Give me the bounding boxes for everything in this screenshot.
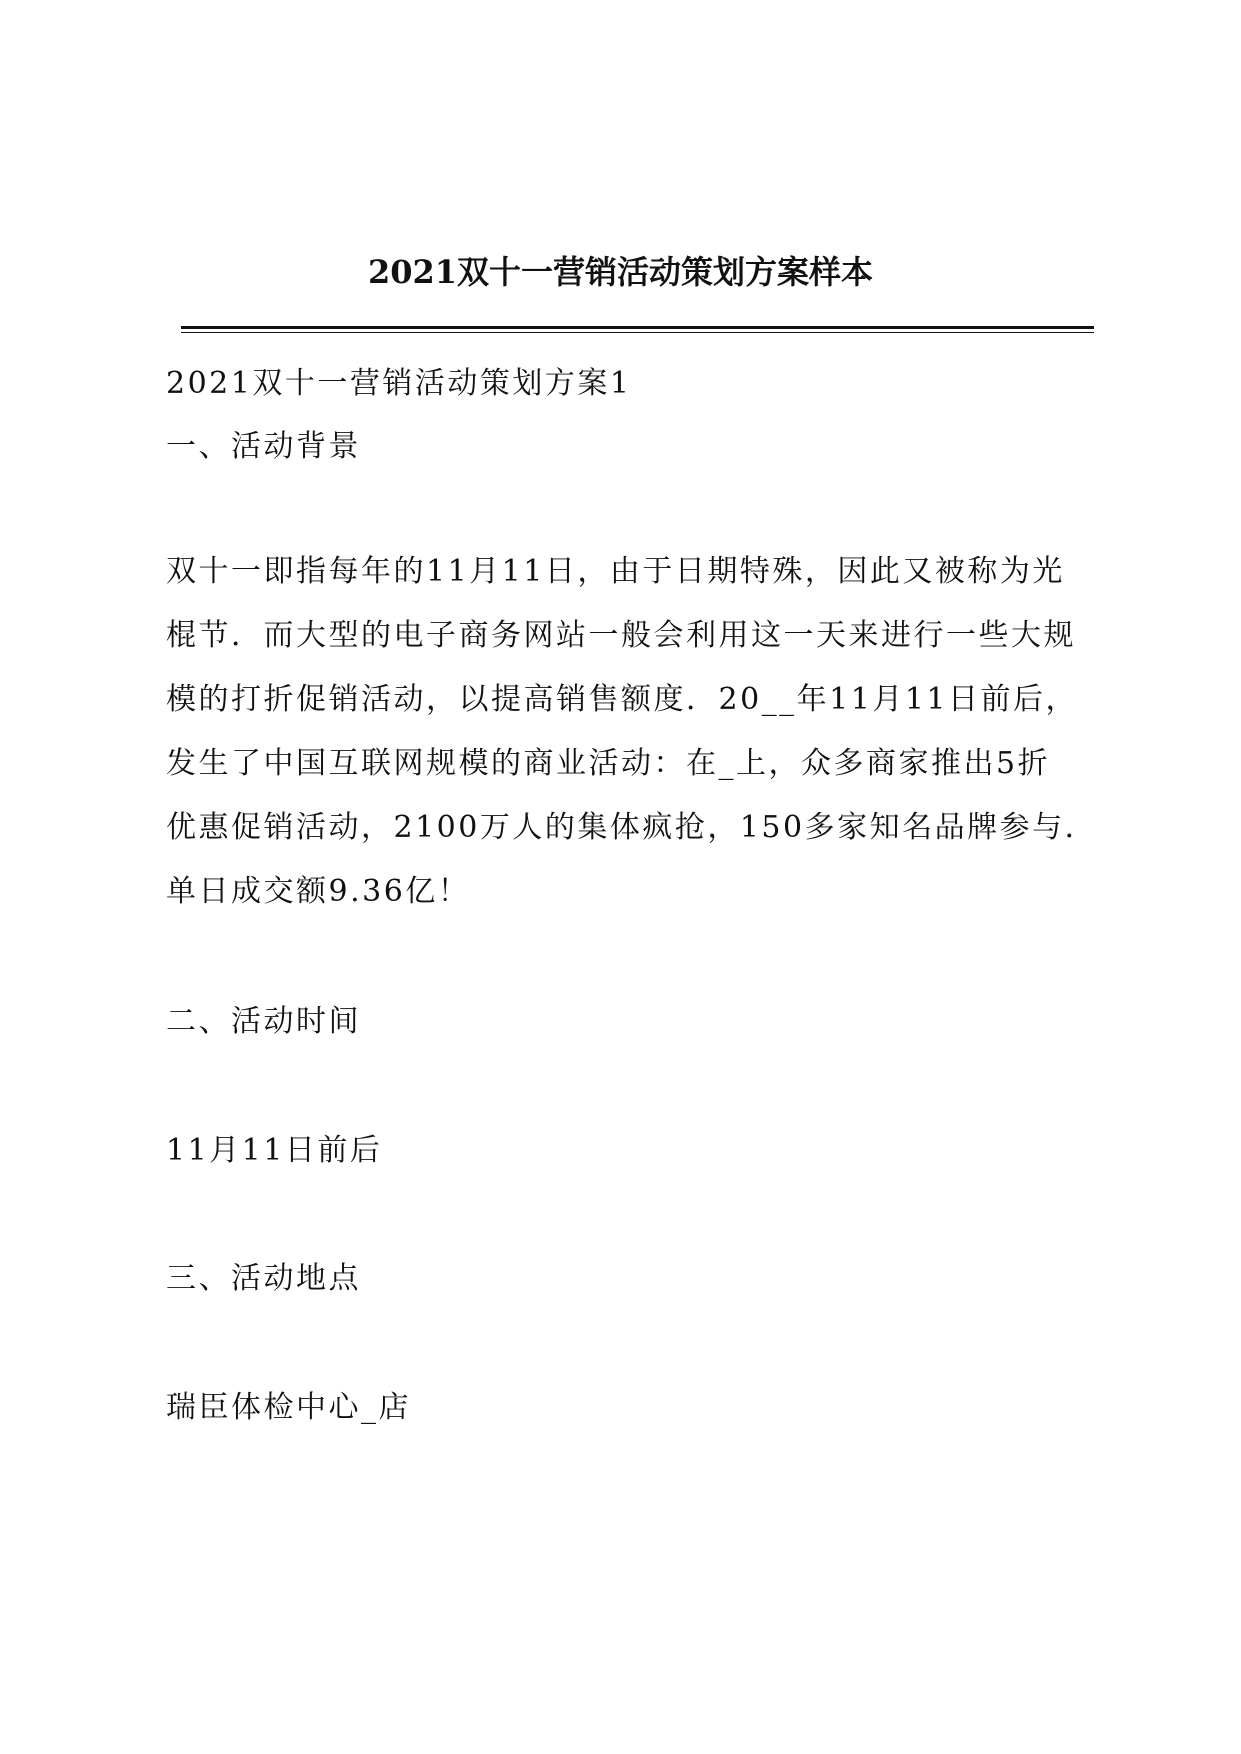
section-heading-location: 三、活动地点 [166, 1261, 361, 1296]
paragraph-line: 模的打折促销活动，以提高销售额度．20__年11月11日前后， [166, 682, 1079, 717]
paragraph-line: 单日成交额9.36亿！ [166, 874, 471, 909]
paragraph-line: 双十一即指每年的11月11日，由于日期特殊，因此又被称为光 [166, 554, 1065, 589]
document-subtitle: 2021双十一营销活动策划方案1 [166, 366, 632, 401]
paragraph-line: 优惠促销活动，2100万人的集体疯抢，150多家知名品牌参与． [166, 810, 1098, 845]
section-heading-time: 二、活动时间 [166, 1004, 361, 1039]
paragraph-line: 棍节．而大型的电子商务网站一般会利用这一天来进行一些大规 [166, 618, 1076, 653]
section-body-time: 11月11日前后 [166, 1133, 383, 1168]
section-body-background [166, 540, 1096, 924]
paragraph-line: 发生了中国互联网规模的商业活动：在_上，众多商家推出5折 [166, 746, 1051, 781]
section-heading-background: 一、活动背景 [166, 429, 361, 464]
title-divider-thick [181, 326, 1094, 329]
section-body-location: 瑞臣体检中心_店 [166, 1390, 411, 1425]
document-title: 2021双十一营销活动策划方案样本 [367, 253, 874, 291]
title-divider-thin [181, 332, 1094, 333]
